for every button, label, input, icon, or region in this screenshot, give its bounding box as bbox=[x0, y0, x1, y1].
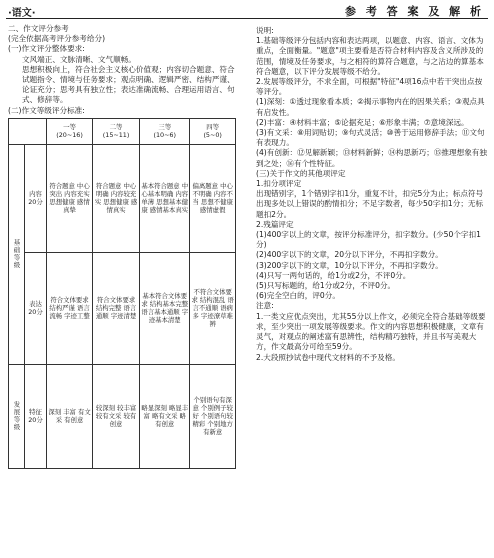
subject-label: ·语文· bbox=[8, 8, 36, 19]
expression-cell-1: 符合文体要求 结构严谨 语言流畅 字迹工整 bbox=[47, 252, 93, 364]
note-rich: (2)丰富：④材料丰富；⑤论据充足；⑥形象丰满；⑦意境深远。 bbox=[256, 117, 469, 127]
development-cell-4: 个别语句有深意 个别例子较好 个别语句较精彩 个别地方有新意 bbox=[190, 364, 236, 468]
note-1: 1.基础等级评分包括内容和表达两项，以题意、内容、语言、文体为重点，全面衡量。"题意"项主要看是否符合材料内容及含义所涉及的范围，情境及任务要求，与之相符的算符合题意，与之沾边的算基本符合题意，以下评分发展等级不给分。 bbox=[256, 36, 484, 76]
grade-header-2: 二等 (15~11) bbox=[93, 118, 140, 144]
expression-cell-2: 符合文体要求 结构完整 语言通顺 字迹清楚 bbox=[93, 252, 140, 364]
left-column bbox=[8, 24, 240, 469]
grade-header-4: 四等 (5~0) bbox=[190, 118, 236, 144]
attention-2: 2.大段照抄试卷中现代文材料的不予及格。 bbox=[256, 352, 400, 362]
expression-cell-3: 基本符合文体要求 结构基本完整 语言基本通顺 字迹基本清楚 bbox=[140, 252, 190, 364]
grade-standard-title: (二)作文等级评分标准: bbox=[8, 105, 85, 115]
development-level-label: 发展等级 bbox=[9, 364, 25, 468]
grade-header-1: 一等 (20~16) bbox=[47, 118, 93, 144]
header-rule bbox=[6, 18, 488, 19]
overall-requirements-title: (一)作文评分整体要求: bbox=[8, 44, 85, 54]
content-cell-3: 基本符合题意 中心基本明确 内容单薄 思想基本健康 感情基本真实 bbox=[140, 144, 190, 252]
table-corner bbox=[9, 118, 47, 144]
deduction-title: 1.扣分项评定 bbox=[256, 179, 302, 189]
note-literary: (3)有文采：⑧用词贴切；⑨句式灵活；⑩善于运用修辞手法；⑪文句有表现力。 bbox=[256, 128, 485, 148]
scoring-basis: (完全依据高考评分参考给分) bbox=[8, 34, 106, 44]
incomplete-rule-1: (1)400字以上的文章，按评分标准评分，扣字数分。(少50个字扣1分) bbox=[256, 230, 481, 250]
content-cell-1: 符合题意 中心突出 内容充实 思想健康 感情真挚 bbox=[47, 144, 93, 252]
deduction-text: 出现错别字，1个错别字扣1分，重复不计，扣完5分为止；标点符号出现多处以上错误的酌情扣分；不足字数者，每少50字扣1分；无标题扣2分。 bbox=[256, 189, 484, 219]
grading-table bbox=[8, 118, 236, 469]
notes-title: 说明: bbox=[256, 26, 274, 35]
note-creative: (4)有创新：⑫见解新颖；⑬材料新鲜；⑭构思新巧；⑮推理想象有独到之处；⑯有个性特征。 bbox=[256, 148, 487, 168]
expression-cell-4: 不符合文体要求 结构混乱 语言不通顺 语病多 字迹潦草难辨 bbox=[190, 252, 236, 364]
grade-header-3: 三等 (10~6) bbox=[140, 118, 190, 144]
section-title: 二、作文评分参考 bbox=[8, 24, 69, 33]
incomplete-rule-2: (2)400字以下的文章，20分以下评分，不再扣字数分。 bbox=[256, 250, 443, 260]
development-cell-2: 较深刻 较丰富 较有文采 较有创意 bbox=[93, 364, 140, 468]
page-header bbox=[0, 0, 494, 22]
attention-title: 注意: bbox=[256, 301, 274, 311]
other-items-title: (三)关于作文的其他项评定 bbox=[256, 168, 346, 178]
note-deep: (1)深刻：①透过现象看本质；②揭示事物内在的因果关系；③观点具有启发性。 bbox=[256, 97, 485, 117]
requirement-2: 思想积极向上，符合社会主义核心价值观；内容切合题意、符合试题指令、情境与任务要求；观点明确、逻辑严密、结构严谨、论证充分；思考具有独立性；表达准确流畅、合理运用语言、句式、修辞等。 bbox=[22, 64, 235, 105]
content-label: 内容 20分 bbox=[25, 144, 47, 252]
incomplete-rule-6: (6)完全空白的，评0分。 bbox=[256, 291, 340, 301]
note-2: 2.发展等级评分，不求全面，可根据"特征"4项16点中若干突出点按等评分。 bbox=[256, 77, 483, 97]
header-title: 参 考 答 案 及 解 析 bbox=[345, 5, 484, 18]
expression-label: 表达 20分 bbox=[25, 252, 47, 364]
content-cell-4: 偏离题意 中心不明确 内容不当 思想不健康 感情虚假 bbox=[190, 144, 236, 252]
content-cell-2: 符合题意 中心明确 内容较充实 思想健康 感情真实 bbox=[93, 144, 140, 252]
incomplete-rule-4: (4)只写一两句话的，给1分或2分，不评0分。 bbox=[256, 270, 411, 280]
requirement-1: 文风端正、文脉清晰、文气顺畅。 bbox=[22, 54, 136, 64]
development-cell-1: 深刻 丰富 有文采 有创意 bbox=[47, 364, 93, 468]
attention-1: 1.一类文应优点突出，尤其55分以上作文，必须完全符合基础等级要求，至少突出一项发展等级要求。作文的内容思想积极健康，文章有灵气，对观点的阐述富有思辨性，结构精巧独特，并且书写美观大方，作文最高分可给至59分。 bbox=[256, 311, 486, 352]
feature-label: 特征 20分 bbox=[25, 364, 47, 468]
basic-level-label: 基础等级 bbox=[9, 144, 25, 364]
right-column bbox=[256, 26, 488, 363]
incomplete-title: 2.残篇评定 bbox=[256, 219, 294, 229]
development-cell-3: 略显深刻 略显丰富 略有文采 略有创意 bbox=[140, 364, 190, 468]
incomplete-rule-5: (5)只写标题的，给1分或2分，不评0分。 bbox=[256, 281, 396, 291]
incomplete-rule-3: (3)200字以下的文章，10分以下评分，不再扣字数分。 bbox=[256, 260, 443, 270]
